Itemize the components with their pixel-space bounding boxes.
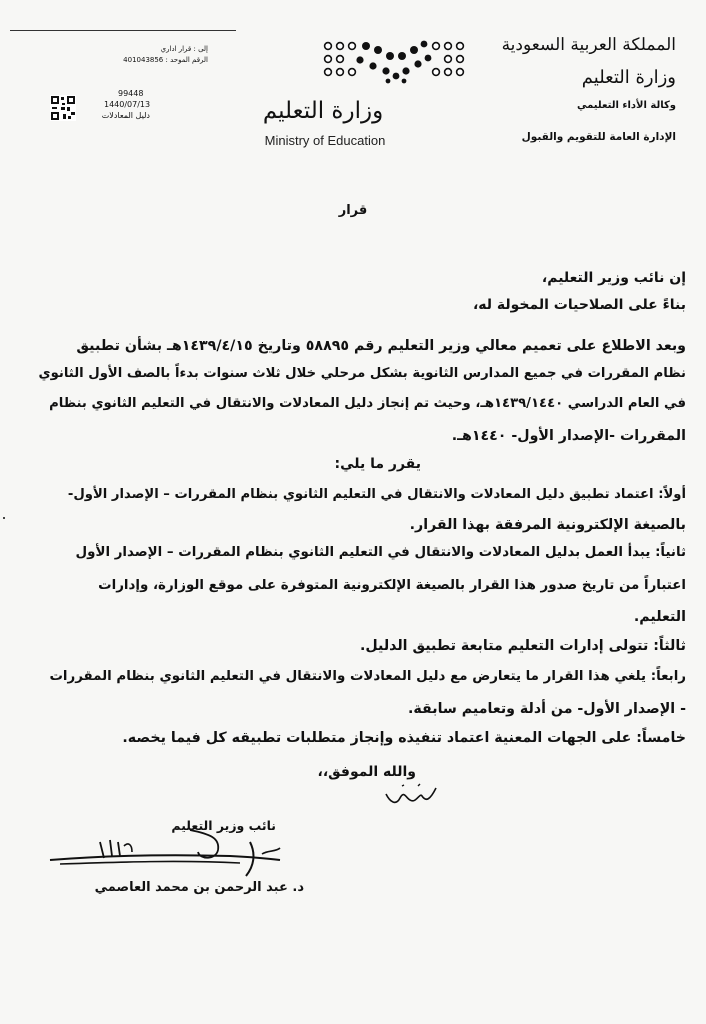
opening-line-1: إن نائب وزير التعليم،: [541, 270, 686, 286]
preamble-line-4: المقررات -الإصدار الأول- ١٤٤٠هـ.: [451, 428, 686, 444]
decides-heading: يقرر ما يلي:: [334, 456, 421, 472]
opening-line-2: بناءً على الصلاحيات المخولة له،: [472, 297, 686, 313]
item-4-line-2: - الإصدار الأول- من أدلة وتعاميم سابقة.: [408, 701, 686, 717]
letter-subject: دليل المعادلات: [101, 111, 150, 120]
item-4-label: رابعاً:: [650, 669, 686, 684]
signatory-title: نائب وزير التعليم: [171, 818, 276, 833]
item-4-line-1: [14, 667, 686, 687]
item-2-label: ثانياً:: [655, 545, 686, 560]
preamble-line-2: نظام المقررات في جميع المدارس الثانوية بشكل مرحلي خلال ثلاث سنوات بدءاً بالصف الأول الثانوي: [38, 366, 686, 381]
item-1-line-2: بالصيغة الإلكترونية المرفقة بهذا القرار.: [409, 517, 686, 533]
header-box-line: [10, 30, 236, 31]
item-1-text: اعتماد تطبيق دليل المعادلات والانتقال في التعليم الثانوي بنظام المقررات – الإصدار الأول-: [67, 487, 659, 502]
signature: [40, 820, 290, 880]
letter-date: 1440/07/13: [104, 100, 151, 109]
unified-number: الرقم الموحد : 401043856: [123, 56, 208, 64]
to-label: إلى : قرار اداري: [160, 45, 208, 53]
item-3-label: ثالثاً:: [653, 638, 686, 654]
ministry-logo-dots: [318, 38, 468, 84]
item-3-line-1: [14, 636, 686, 656]
item-2-line-3: التعليم.: [633, 609, 686, 625]
closing-line: والله الموفق،،: [317, 764, 416, 780]
item-5-text: على الجهات المعنية اعتماد تنفيذه وإنجاز متطلبات تطبيقه كل فيما يخصه.: [122, 730, 637, 746]
item-5-line-1: [14, 728, 686, 748]
signatory-name: د. عبد الرحمن بن محمد العاصمي: [94, 880, 304, 895]
item-4-text: يلغي هذا القرار ما يتعارض مع دليل المعادلات والانتقال في التعليم الثانوي بنظام المقررات: [49, 669, 651, 684]
department-name: الإدارة العامة للتقويم والقبول: [521, 131, 676, 143]
scan-mark: [3, 517, 5, 519]
item-3-text: تتولى إدارات التعليم متابعة تطبيق الدليل.: [359, 638, 654, 654]
document-title: قرار: [338, 203, 368, 218]
item-1-line-1: [14, 485, 686, 505]
preamble-line-1: وبعد الاطلاع على تعميم معالي وزير التعليم رقم ٥٨٨٩٥ وتاريخ ١٤٣٩/٤/١٥هـ بشأن تطبيق: [76, 338, 686, 354]
agency-name: وكالة الأداء التعليمي: [576, 100, 676, 111]
item-5-label: خامساً:: [636, 730, 686, 746]
item-2-line-2: اعتباراً من تاريخ صدور هذا القرار بالصيغة الإلكترونية المتوفرة على موقع الوزارة، وإدارات: [98, 578, 686, 593]
item-1-label: أولاً:: [658, 487, 686, 502]
item-2-text: يبدأ العمل بدليل المعادلات والانتقال في التعليم الثانوي بنظام المقررات – الإصدار الأول: [75, 545, 656, 560]
item-2-line-1: [14, 543, 686, 563]
preamble-line-3: في العام الدراسي ١٤٣٩/١٤٤٠هـ، وحيث تم إنجاز دليل المعادلات والانتقال في التعليم الثانوي بنظام: [49, 396, 686, 411]
ministry-name-header: وزارة التعليم: [581, 67, 676, 88]
ministry-name-en: Ministry of Education: [264, 133, 386, 148]
handwritten-note: [380, 780, 440, 810]
ministry-name-ar: وزارة التعليم: [262, 98, 384, 124]
kingdom-name: المملكة العربية السعودية: [501, 35, 676, 55]
qr-code-icon: [50, 95, 76, 121]
reference-number: 99448: [118, 89, 144, 98]
